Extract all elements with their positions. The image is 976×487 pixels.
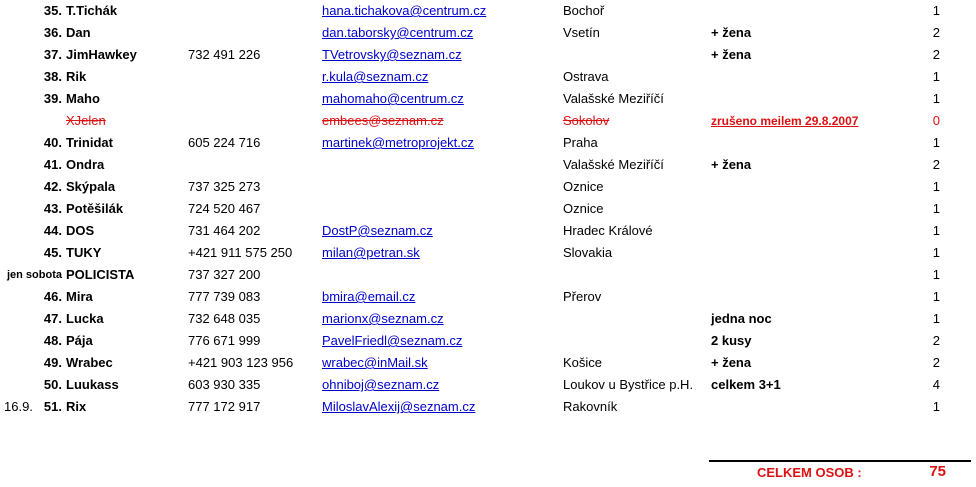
person-count: 4 (932, 377, 940, 392)
note: jedna noc (711, 311, 772, 326)
person-count: 2 (932, 47, 940, 62)
row-number: 40. (43, 135, 62, 150)
note: zrušeno meilem 29.8.2007 (711, 114, 859, 128)
row-number: 47. (43, 311, 62, 326)
nickname: Potěšilák (66, 201, 124, 216)
city: Ostrava (563, 69, 609, 84)
table-row (0, 110, 976, 132)
phone-number: +421 911 575 250 (188, 245, 293, 260)
email-link[interactable]: dan.taborsky@centrum.cz (322, 25, 474, 40)
row-number: 42. (43, 179, 62, 194)
email-link[interactable]: PavelFriedl@seznam.cz (322, 333, 463, 348)
person-count: 1 (932, 289, 940, 304)
row-number: 51. (43, 399, 62, 414)
note: + žena (711, 47, 752, 62)
table-row (0, 220, 976, 242)
phone-number: 737 325 273 (188, 179, 261, 194)
city: Hradec Králové (563, 223, 653, 238)
city: Košice (563, 355, 603, 370)
person-count: 0 (932, 113, 940, 128)
person-count: 1 (932, 223, 940, 238)
table-row (0, 396, 976, 418)
row-number: 45. (43, 245, 62, 260)
nickname: JimHawkey (66, 47, 137, 62)
person-count: 2 (932, 355, 940, 370)
total-value: 75 (929, 463, 946, 480)
email-link[interactable]: milan@petran.sk (322, 245, 420, 260)
row-prefix: jen sobota (6, 269, 62, 281)
note: 2 kusy (711, 333, 752, 348)
nickname: TUKY (66, 245, 102, 260)
row-number: 49. (43, 355, 62, 370)
person-count: 1 (932, 135, 940, 150)
person-count: 1 (932, 399, 940, 414)
phone-number: 603 930 335 (188, 377, 261, 392)
email-link[interactable]: mahomaho@centrum.cz (322, 91, 464, 106)
person-count: 1 (932, 201, 940, 216)
table-row (0, 88, 976, 110)
person-count: 2 (932, 157, 940, 172)
row-number: 41. (43, 157, 62, 172)
city: Valašské Meziříčí (563, 91, 664, 106)
city: Oznice (563, 179, 604, 194)
person-count: 1 (932, 245, 940, 260)
email-link[interactable]: TVetrovsky@seznam.cz (322, 47, 462, 62)
person-count: 1 (932, 179, 940, 194)
email-link[interactable]: bmira@email.cz (322, 289, 416, 304)
email-link[interactable]: DostP@seznam.cz (322, 223, 433, 238)
city: Oznice (563, 201, 604, 216)
note: + žena (711, 157, 752, 172)
row-number: 44. (43, 223, 62, 238)
row-number: 38. (43, 69, 62, 84)
person-count: 2 (932, 333, 940, 348)
note: + žena (711, 25, 752, 40)
table-row (0, 286, 976, 308)
nickname: Luukass (66, 377, 119, 392)
table-row (0, 374, 976, 396)
table-row (0, 264, 976, 286)
nickname: Wrabec (66, 355, 113, 370)
row-number: 37. (43, 47, 62, 62)
row-number: 48. (43, 333, 62, 348)
nickname: POLICISTA (66, 267, 135, 282)
row-number: 36. (43, 25, 62, 40)
table-row (0, 44, 976, 66)
nickname: Pája (66, 333, 93, 348)
city: Přerov (563, 289, 602, 304)
row-number: 43. (43, 201, 62, 216)
phone-number: 732 491 226 (188, 47, 261, 62)
person-count: 2 (932, 25, 940, 40)
person-count: 1 (932, 267, 940, 282)
row-number: 39. (43, 91, 62, 106)
table-row (0, 154, 976, 176)
nickname: Dan (66, 25, 91, 40)
nickname: Skýpala (66, 179, 116, 194)
phone-number: 777 739 083 (188, 289, 261, 304)
table-row (0, 176, 976, 198)
city: Rakovník (563, 399, 618, 414)
city: Valašské Meziříčí (563, 157, 664, 172)
phone-number: 732 648 035 (188, 311, 261, 326)
phone-number: 731 464 202 (188, 223, 261, 238)
email-link[interactable]: marionx@seznam.cz (322, 311, 444, 326)
city: Praha (563, 135, 598, 150)
person-count: 1 (932, 91, 940, 106)
note: celkem 3+1 (711, 377, 781, 392)
table-row (0, 0, 976, 22)
person-count: 1 (932, 311, 940, 326)
phone-number: 776 671 999 (188, 333, 261, 348)
table-row (0, 308, 976, 330)
row-prefix: 16.9. (4, 399, 33, 414)
row-number: 50. (43, 377, 62, 392)
person-count: 1 (932, 69, 940, 84)
nickname: DOS (66, 223, 95, 238)
table-row (0, 22, 976, 44)
table-row (0, 198, 976, 220)
phone-number: 605 224 716 (188, 135, 261, 150)
nickname: T.Tichák (66, 3, 118, 18)
nickname: Rik (66, 69, 87, 84)
nickname: Trinidat (66, 135, 113, 150)
table-row (0, 352, 976, 374)
phone-number: 777 172 917 (188, 399, 261, 414)
nickname: Maho (66, 91, 100, 106)
nickname: Ondra (66, 157, 105, 172)
table-row (0, 242, 976, 264)
row-number: 46. (43, 289, 62, 304)
city: Vsetín (563, 25, 600, 40)
phone-number: +421 903 123 956 (188, 355, 294, 370)
email-link[interactable]: r.kula@seznam.cz (322, 69, 429, 84)
email-link[interactable]: martinek@metroprojekt.cz (322, 135, 474, 150)
table-row (0, 330, 976, 352)
nickname: Rix (66, 399, 87, 414)
city: Loukov u Bystřice p.H. (563, 377, 694, 392)
email-link[interactable]: wrabec@inMail.sk (322, 355, 428, 370)
city: Sokolov (563, 113, 610, 128)
row-number: 35. (43, 3, 62, 18)
email-link[interactable]: MiloslavAlexij@seznam.cz (322, 399, 476, 414)
phone-number: 737 327 200 (188, 267, 261, 282)
table-row (0, 66, 976, 88)
person-count: 1 (932, 3, 940, 18)
email-link[interactable]: embees@seznam.cz (322, 113, 444, 128)
note: + žena (711, 355, 752, 370)
email-link[interactable]: ohniboj@seznam.cz (322, 377, 440, 392)
table-row (0, 132, 976, 154)
phone-number: 724 520 467 (188, 201, 261, 216)
nickname: Lucka (66, 311, 104, 326)
total-label: CELKEM OSOB : (757, 465, 862, 480)
city: Bochoř (563, 3, 605, 18)
nickname: Mira (66, 289, 93, 304)
nickname: XJelen (66, 113, 106, 128)
city: Slovakia (563, 245, 613, 260)
email-link[interactable]: hana.tichakova@centrum.cz (322, 3, 487, 18)
